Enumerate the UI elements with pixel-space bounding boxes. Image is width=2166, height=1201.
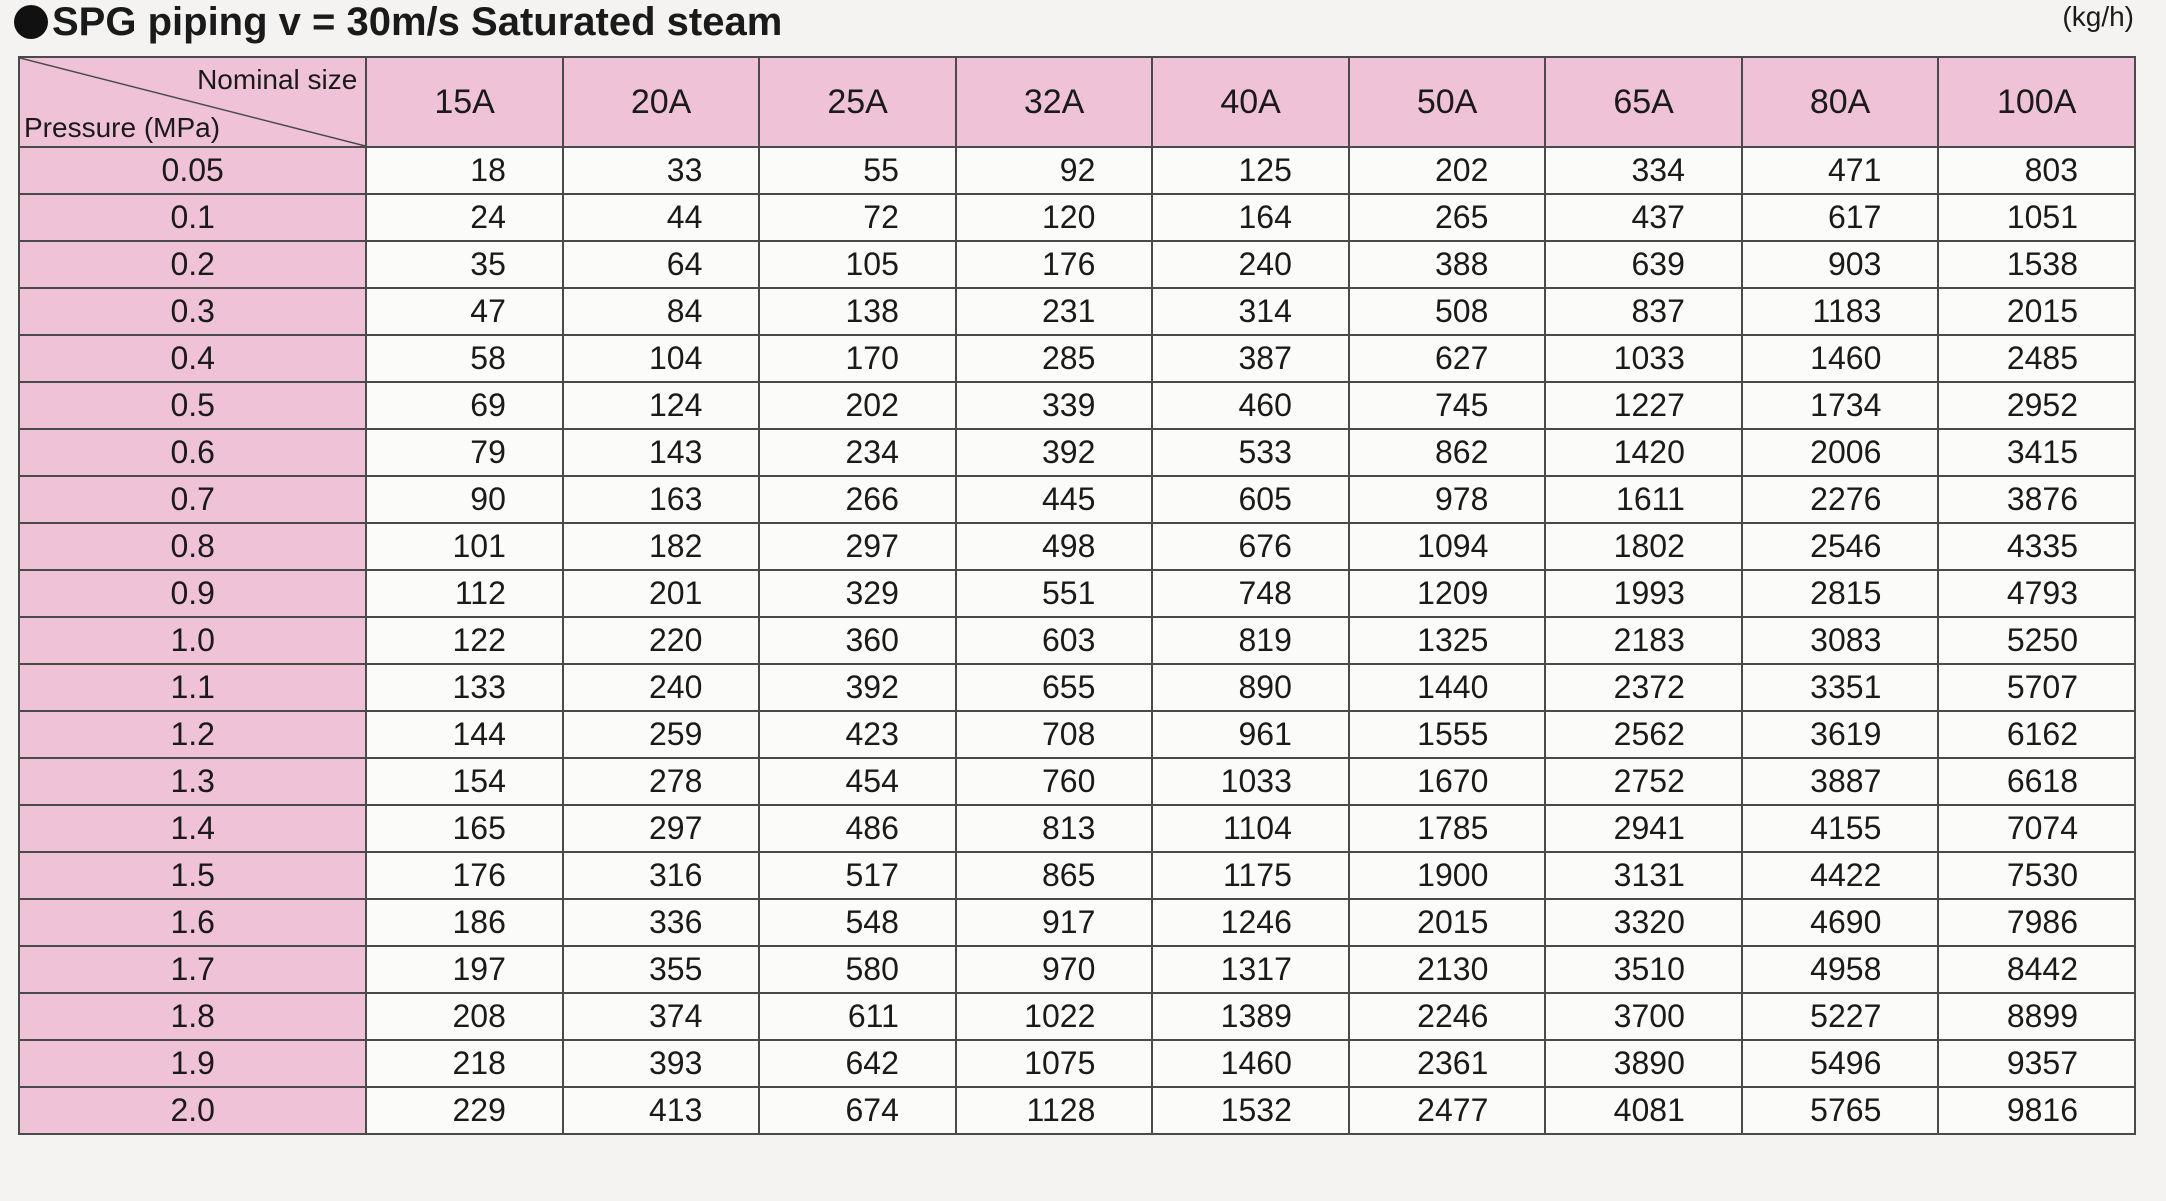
flow-value-cell: 163	[563, 476, 760, 523]
flow-value-cell: 3876	[1938, 476, 2135, 523]
flow-value-cell: 3131	[1545, 852, 1742, 899]
flow-value-cell: 393	[563, 1040, 760, 1087]
flow-value-cell: 517	[759, 852, 956, 899]
title-row	[14, 0, 2134, 50]
flow-value-cell: 112	[366, 570, 563, 617]
column-header: 65A	[1545, 57, 1742, 147]
flow-value-cell: 2372	[1545, 664, 1742, 711]
table-row	[19, 805, 2135, 852]
flow-value-cell: 1538	[1938, 241, 2135, 288]
flow-value-cell: 316	[563, 852, 760, 899]
flow-value-cell: 413	[563, 1087, 760, 1134]
table-row	[19, 382, 2135, 429]
corner-cell	[19, 57, 366, 147]
flow-value-cell: 627	[1349, 335, 1546, 382]
flow-value-cell: 1993	[1545, 570, 1742, 617]
flow-value-cell: 4081	[1545, 1087, 1742, 1134]
pressure-cell: 1.3	[19, 758, 366, 805]
table-row	[19, 993, 2135, 1040]
flow-value-cell: 3083	[1742, 617, 1939, 664]
flow-value-cell: 9816	[1938, 1087, 2135, 1134]
page-title	[14, 0, 782, 44]
flow-value-cell: 837	[1545, 288, 1742, 335]
flow-value-cell: 124	[563, 382, 760, 429]
header-row	[19, 57, 2135, 147]
flow-value-cell: 1033	[1152, 758, 1349, 805]
flow-value-cell: 1175	[1152, 852, 1349, 899]
flow-value-cell: 144	[366, 711, 563, 758]
flow-value-cell: 33	[563, 147, 760, 194]
column-header: 80A	[1742, 57, 1939, 147]
flow-value-cell: 4335	[1938, 523, 2135, 570]
flow-value-cell: 122	[366, 617, 563, 664]
pressure-cell: 1.4	[19, 805, 366, 852]
flow-value-cell: 1022	[956, 993, 1153, 1040]
flow-value-cell: 813	[956, 805, 1153, 852]
flow-value-cell: 454	[759, 758, 956, 805]
flow-value-cell: 2015	[1938, 288, 2135, 335]
flow-value-cell: 3510	[1545, 946, 1742, 993]
flow-value-cell: 4155	[1742, 805, 1939, 852]
flow-value-cell: 1104	[1152, 805, 1349, 852]
flow-value-cell: 3351	[1742, 664, 1939, 711]
flow-value-cell: 2361	[1349, 1040, 1546, 1087]
flow-value-cell: 35	[366, 241, 563, 288]
column-header: 50A	[1349, 57, 1546, 147]
flow-value-cell: 580	[759, 946, 956, 993]
flow-value-cell: 278	[563, 758, 760, 805]
flow-value-cell: 79	[366, 429, 563, 476]
bullet-icon	[14, 5, 48, 39]
pressure-cell: 0.3	[19, 288, 366, 335]
flow-value-cell: 5496	[1742, 1040, 1939, 1087]
flow-value-cell: 101	[366, 523, 563, 570]
flow-value-cell: 170	[759, 335, 956, 382]
flow-value-cell: 5707	[1938, 664, 2135, 711]
flow-value-cell: 903	[1742, 241, 1939, 288]
flow-value-cell: 392	[956, 429, 1153, 476]
flow-value-cell: 1246	[1152, 899, 1349, 946]
flow-value-cell: 1033	[1545, 335, 1742, 382]
flow-value-cell: 2006	[1742, 429, 1939, 476]
flow-value-cell: 5765	[1742, 1087, 1939, 1134]
pressure-label: Pressure (MPa)	[24, 112, 221, 143]
flow-value-cell: 231	[956, 288, 1153, 335]
flow-value-cell: 92	[956, 147, 1153, 194]
table-row	[19, 946, 2135, 993]
flow-value-cell: 4422	[1742, 852, 1939, 899]
flow-value-cell: 336	[563, 899, 760, 946]
flow-value-cell: 803	[1938, 147, 2135, 194]
flow-value-cell: 7074	[1938, 805, 2135, 852]
flow-value-cell: 285	[956, 335, 1153, 382]
table-row	[19, 288, 2135, 335]
flow-value-cell: 978	[1349, 476, 1546, 523]
flow-value-cell: 3415	[1938, 429, 2135, 476]
flow-value-cell: 1420	[1545, 429, 1742, 476]
flow-value-cell: 1900	[1349, 852, 1546, 899]
flow-value-cell: 2815	[1742, 570, 1939, 617]
pressure-cell: 0.9	[19, 570, 366, 617]
flow-value-cell: 297	[759, 523, 956, 570]
table-row	[19, 335, 2135, 382]
table-row	[19, 523, 2135, 570]
flow-value-cell: 266	[759, 476, 956, 523]
pressure-cell: 0.5	[19, 382, 366, 429]
flow-value-cell: 120	[956, 194, 1153, 241]
flow-value-cell: 47	[366, 288, 563, 335]
flow-value-cell: 265	[1349, 194, 1546, 241]
pressure-cell: 1.9	[19, 1040, 366, 1087]
flow-value-cell: 551	[956, 570, 1153, 617]
flow-value-cell: 970	[956, 946, 1153, 993]
flow-value-cell: 1183	[1742, 288, 1939, 335]
table-row	[19, 664, 2135, 711]
flow-value-cell: 460	[1152, 382, 1349, 429]
flow-value-cell: 1075	[956, 1040, 1153, 1087]
flow-value-cell: 2952	[1938, 382, 2135, 429]
flow-value-cell: 1670	[1349, 758, 1546, 805]
pressure-cell: 2.0	[19, 1087, 366, 1134]
flow-value-cell: 674	[759, 1087, 956, 1134]
flow-value-cell: 639	[1545, 241, 1742, 288]
flow-value-cell: 197	[366, 946, 563, 993]
flow-value-cell: 374	[563, 993, 760, 1040]
flow-value-cell: 865	[956, 852, 1153, 899]
flow-value-cell: 105	[759, 241, 956, 288]
flow-value-cell: 1389	[1152, 993, 1349, 1040]
flow-value-cell: 676	[1152, 523, 1349, 570]
pressure-cell: 1.1	[19, 664, 366, 711]
flow-value-cell: 642	[759, 1040, 956, 1087]
flow-value-cell: 486	[759, 805, 956, 852]
flow-value-cell: 220	[563, 617, 760, 664]
column-header: 20A	[563, 57, 760, 147]
title-text: SPG piping v = 30m/s Saturated steam	[52, 0, 783, 44]
flow-value-cell: 8442	[1938, 946, 2135, 993]
flow-value-cell: 1785	[1349, 805, 1546, 852]
flow-value-cell: 202	[1349, 147, 1546, 194]
flow-value-cell: 182	[563, 523, 760, 570]
flow-value-cell: 708	[956, 711, 1153, 758]
pressure-cell: 1.5	[19, 852, 366, 899]
flow-value-cell: 240	[563, 664, 760, 711]
table-row	[19, 147, 2135, 194]
flow-value-cell: 72	[759, 194, 956, 241]
flow-value-cell: 202	[759, 382, 956, 429]
flow-value-cell: 437	[1545, 194, 1742, 241]
flow-value-cell: 2477	[1349, 1087, 1546, 1134]
table-row	[19, 711, 2135, 758]
flow-value-cell: 4690	[1742, 899, 1939, 946]
flow-value-cell: 176	[956, 241, 1153, 288]
flow-value-cell: 1094	[1349, 523, 1546, 570]
flow-value-cell: 3890	[1545, 1040, 1742, 1087]
pressure-cell: 1.8	[19, 993, 366, 1040]
table-row	[19, 1040, 2135, 1087]
table-row	[19, 194, 2135, 241]
pressure-cell: 0.6	[19, 429, 366, 476]
flow-value-cell: 6162	[1938, 711, 2135, 758]
flow-value-cell: 603	[956, 617, 1153, 664]
flow-value-cell: 498	[956, 523, 1153, 570]
flow-value-cell: 445	[956, 476, 1153, 523]
table-row	[19, 617, 2135, 664]
flow-value-cell: 3700	[1545, 993, 1742, 1040]
flow-value-cell: 138	[759, 288, 956, 335]
flow-value-cell: 125	[1152, 147, 1349, 194]
table-row	[19, 570, 2135, 617]
table-row	[19, 241, 2135, 288]
pressure-cell: 0.8	[19, 523, 366, 570]
flow-value-cell: 3320	[1545, 899, 1742, 946]
flow-value-cell: 508	[1349, 288, 1546, 335]
flow-value-cell: 760	[956, 758, 1153, 805]
flow-value-cell: 5227	[1742, 993, 1939, 1040]
flow-value-cell: 165	[366, 805, 563, 852]
column-header: 100A	[1938, 57, 2135, 147]
flow-value-cell: 360	[759, 617, 956, 664]
flow-value-cell: 5250	[1938, 617, 2135, 664]
flow-value-cell: 9357	[1938, 1040, 2135, 1087]
flow-value-cell: 334	[1545, 147, 1742, 194]
flow-value-cell: 2183	[1545, 617, 1742, 664]
pressure-cell: 0.4	[19, 335, 366, 382]
flow-value-cell: 548	[759, 899, 956, 946]
flow-value-cell: 2546	[1742, 523, 1939, 570]
flow-value-cell: 2485	[1938, 335, 2135, 382]
pressure-cell: 0.05	[19, 147, 366, 194]
flow-value-cell: 471	[1742, 147, 1939, 194]
flow-value-cell: 201	[563, 570, 760, 617]
flow-value-cell: 1325	[1349, 617, 1546, 664]
flow-value-cell: 143	[563, 429, 760, 476]
flow-value-cell: 18	[366, 147, 563, 194]
flow-value-cell: 329	[759, 570, 956, 617]
flow-value-cell: 392	[759, 664, 956, 711]
flow-value-cell: 164	[1152, 194, 1349, 241]
flow-value-cell: 2246	[1349, 993, 1546, 1040]
flow-value-cell: 4958	[1742, 946, 1939, 993]
flow-value-cell: 388	[1349, 241, 1546, 288]
flow-value-cell: 176	[366, 852, 563, 899]
flow-value-cell: 862	[1349, 429, 1546, 476]
flow-value-cell: 917	[956, 899, 1153, 946]
flow-value-cell: 7986	[1938, 899, 2135, 946]
flow-value-cell: 240	[1152, 241, 1349, 288]
flow-value-cell: 4793	[1938, 570, 2135, 617]
flow-value-cell: 154	[366, 758, 563, 805]
table-row	[19, 429, 2135, 476]
flow-value-cell: 1802	[1545, 523, 1742, 570]
flow-value-cell: 745	[1349, 382, 1546, 429]
flow-value-cell: 90	[366, 476, 563, 523]
flow-value-cell: 104	[563, 335, 760, 382]
flow-value-cell: 1051	[1938, 194, 2135, 241]
table-row	[19, 852, 2135, 899]
flow-value-cell: 69	[366, 382, 563, 429]
flow-value-cell: 8899	[1938, 993, 2135, 1040]
pressure-cell: 0.2	[19, 241, 366, 288]
flow-value-cell: 533	[1152, 429, 1349, 476]
flow-value-cell: 617	[1742, 194, 1939, 241]
flow-value-cell: 2562	[1545, 711, 1742, 758]
table-row	[19, 476, 2135, 523]
column-header: 40A	[1152, 57, 1349, 147]
flow-value-cell: 339	[956, 382, 1153, 429]
flow-value-cell: 1209	[1349, 570, 1546, 617]
flow-value-cell: 423	[759, 711, 956, 758]
flow-value-cell: 2941	[1545, 805, 1742, 852]
flow-value-cell: 355	[563, 946, 760, 993]
pressure-cell: 0.7	[19, 476, 366, 523]
flow-value-cell: 2015	[1349, 899, 1546, 946]
flow-value-cell: 186	[366, 899, 563, 946]
unit-label: (kg/h)	[2062, 1, 2134, 32]
flow-value-cell: 1128	[956, 1087, 1153, 1134]
pressure-cell: 1.2	[19, 711, 366, 758]
nominal-size-label: Nominal size	[197, 64, 358, 95]
flow-value-cell: 3887	[1742, 758, 1939, 805]
flow-value-cell: 7530	[1938, 852, 2135, 899]
flow-value-cell: 64	[563, 241, 760, 288]
flow-value-cell: 259	[563, 711, 760, 758]
flow-value-cell: 229	[366, 1087, 563, 1134]
flow-value-cell: 1317	[1152, 946, 1349, 993]
flow-value-cell: 655	[956, 664, 1153, 711]
column-header: 15A	[366, 57, 563, 147]
flow-value-cell: 748	[1152, 570, 1349, 617]
flow-value-cell: 819	[1152, 617, 1349, 664]
flow-value-cell: 1532	[1152, 1087, 1349, 1134]
flow-value-cell: 84	[563, 288, 760, 335]
flow-value-cell: 3619	[1742, 711, 1939, 758]
pressure-cell: 1.6	[19, 899, 366, 946]
flow-value-cell: 208	[366, 993, 563, 1040]
flow-value-cell: 297	[563, 805, 760, 852]
table-row	[19, 1087, 2135, 1134]
flow-value-cell: 1227	[1545, 382, 1742, 429]
flow-value-cell: 1460	[1152, 1040, 1349, 1087]
flow-value-cell: 387	[1152, 335, 1349, 382]
flow-value-cell: 1555	[1349, 711, 1546, 758]
column-header: 25A	[759, 57, 956, 147]
flow-value-cell: 890	[1152, 664, 1349, 711]
flow-value-cell: 44	[563, 194, 760, 241]
flow-value-cell: 2752	[1545, 758, 1742, 805]
flow-value-cell: 2130	[1349, 946, 1546, 993]
pressure-cell: 1.0	[19, 617, 366, 664]
flow-value-cell: 2276	[1742, 476, 1939, 523]
flow-value-cell: 24	[366, 194, 563, 241]
pressure-cell: 1.7	[19, 946, 366, 993]
flow-value-cell: 55	[759, 147, 956, 194]
pressure-cell: 0.1	[19, 194, 366, 241]
column-header: 32A	[956, 57, 1153, 147]
flow-value-cell: 6618	[1938, 758, 2135, 805]
flow-value-cell: 1460	[1742, 335, 1939, 382]
flow-value-cell: 314	[1152, 288, 1349, 335]
flow-value-cell: 961	[1152, 711, 1349, 758]
table-row	[19, 758, 2135, 805]
flow-value-cell: 611	[759, 993, 956, 1040]
steam-flow-table	[18, 56, 2136, 1135]
flow-value-cell: 218	[366, 1040, 563, 1087]
flow-value-cell: 234	[759, 429, 956, 476]
flow-value-cell: 605	[1152, 476, 1349, 523]
flow-value-cell: 133	[366, 664, 563, 711]
flow-value-cell: 1440	[1349, 664, 1546, 711]
flow-value-cell: 1611	[1545, 476, 1742, 523]
flow-value-cell: 58	[366, 335, 563, 382]
flow-value-cell: 1734	[1742, 382, 1939, 429]
table-body	[19, 147, 2135, 1134]
table-row	[19, 899, 2135, 946]
